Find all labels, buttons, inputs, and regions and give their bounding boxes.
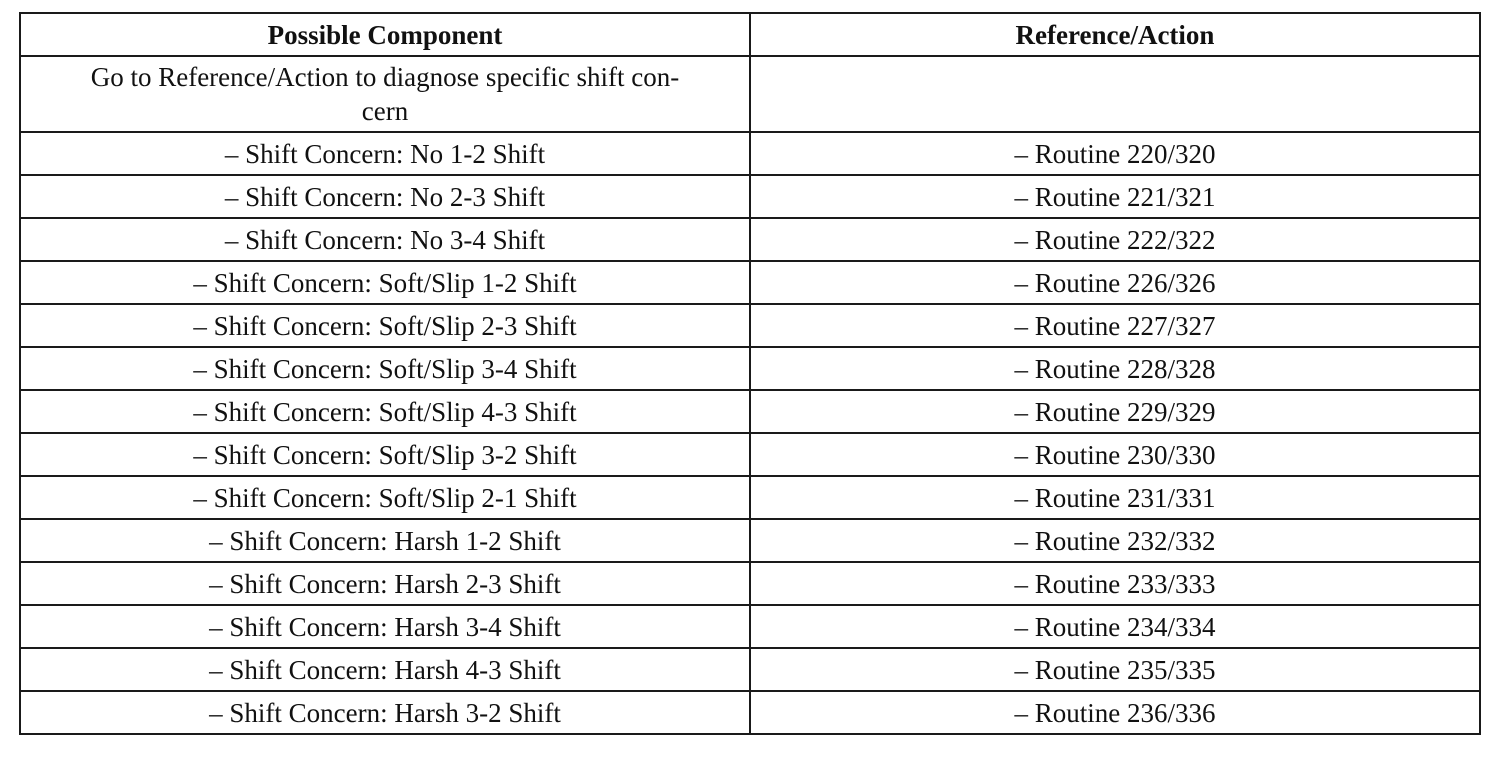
component-cell: – Shift Concern: No 1-2 Shift: [20, 132, 750, 175]
table-row: [20, 261, 1480, 304]
reference-cell: – Routine 232/332: [750, 519, 1480, 562]
reference-cell: – Routine 227/327: [750, 304, 1480, 347]
table-body: [20, 132, 1480, 734]
table-row: [20, 304, 1480, 347]
table-row: [20, 433, 1480, 476]
reference-cell: – Routine 231/331: [750, 476, 1480, 519]
component-cell: – Shift Concern: Harsh 2-3 Shift: [20, 562, 750, 605]
table-row: [20, 605, 1480, 648]
reference-cell: – Routine 220/320: [750, 132, 1480, 175]
shift-concern-table: [19, 12, 1481, 735]
table-header-row: [20, 13, 1480, 56]
table-row: [20, 476, 1480, 519]
table-row: [20, 519, 1480, 562]
intro-text-line-1: Go to Reference/Action to diagnose specific shift con-: [90, 62, 680, 92]
header-reference-action: Reference/Action: [750, 13, 1480, 56]
component-cell: – Shift Concern: Soft/Slip 3-2 Shift: [20, 433, 750, 476]
component-cell: – Shift Concern: Harsh 3-4 Shift: [20, 605, 750, 648]
reference-cell: – Routine 235/335: [750, 648, 1480, 691]
component-cell: – Shift Concern: Soft/Slip 3-4 Shift: [20, 347, 750, 390]
intro-text-line-2: cern: [361, 96, 409, 126]
component-cell: – Shift Concern: Soft/Slip 1-2 Shift: [20, 261, 750, 304]
reference-cell: – Routine 228/328: [750, 347, 1480, 390]
table-row: [20, 218, 1480, 261]
component-cell: – Shift Concern: Soft/Slip 2-3 Shift: [20, 304, 750, 347]
reference-cell: – Routine 226/326: [750, 261, 1480, 304]
table-row: [20, 390, 1480, 433]
reference-cell: – Routine 233/333: [750, 562, 1480, 605]
reference-cell: – Routine 236/336: [750, 691, 1480, 734]
table-row: [20, 175, 1480, 218]
component-cell: – Shift Concern: Harsh 3-2 Shift: [20, 691, 750, 734]
intro-reference-cell: [750, 56, 1480, 132]
header-possible-component: Possible Component: [20, 13, 750, 56]
reference-cell: – Routine 229/329: [750, 390, 1480, 433]
table-row: [20, 648, 1480, 691]
intro-text-cell: [20, 56, 750, 132]
reference-cell: – Routine 230/330: [750, 433, 1480, 476]
component-cell: – Shift Concern: Soft/Slip 2-1 Shift: [20, 476, 750, 519]
table-row: [20, 132, 1480, 175]
table-row: [20, 562, 1480, 605]
component-cell: – Shift Concern: Harsh 4-3 Shift: [20, 648, 750, 691]
component-cell: – Shift Concern: No 3-4 Shift: [20, 218, 750, 261]
reference-cell: – Routine 222/322: [750, 218, 1480, 261]
table-row: [20, 347, 1480, 390]
intro-row: [20, 56, 1480, 132]
reference-cell: – Routine 221/321: [750, 175, 1480, 218]
component-cell: – Shift Concern: Soft/Slip 4-3 Shift: [20, 390, 750, 433]
component-cell: – Shift Concern: Harsh 1-2 Shift: [20, 519, 750, 562]
table-row: [20, 691, 1480, 734]
reference-cell: – Routine 234/334: [750, 605, 1480, 648]
component-cell: – Shift Concern: No 2-3 Shift: [20, 175, 750, 218]
